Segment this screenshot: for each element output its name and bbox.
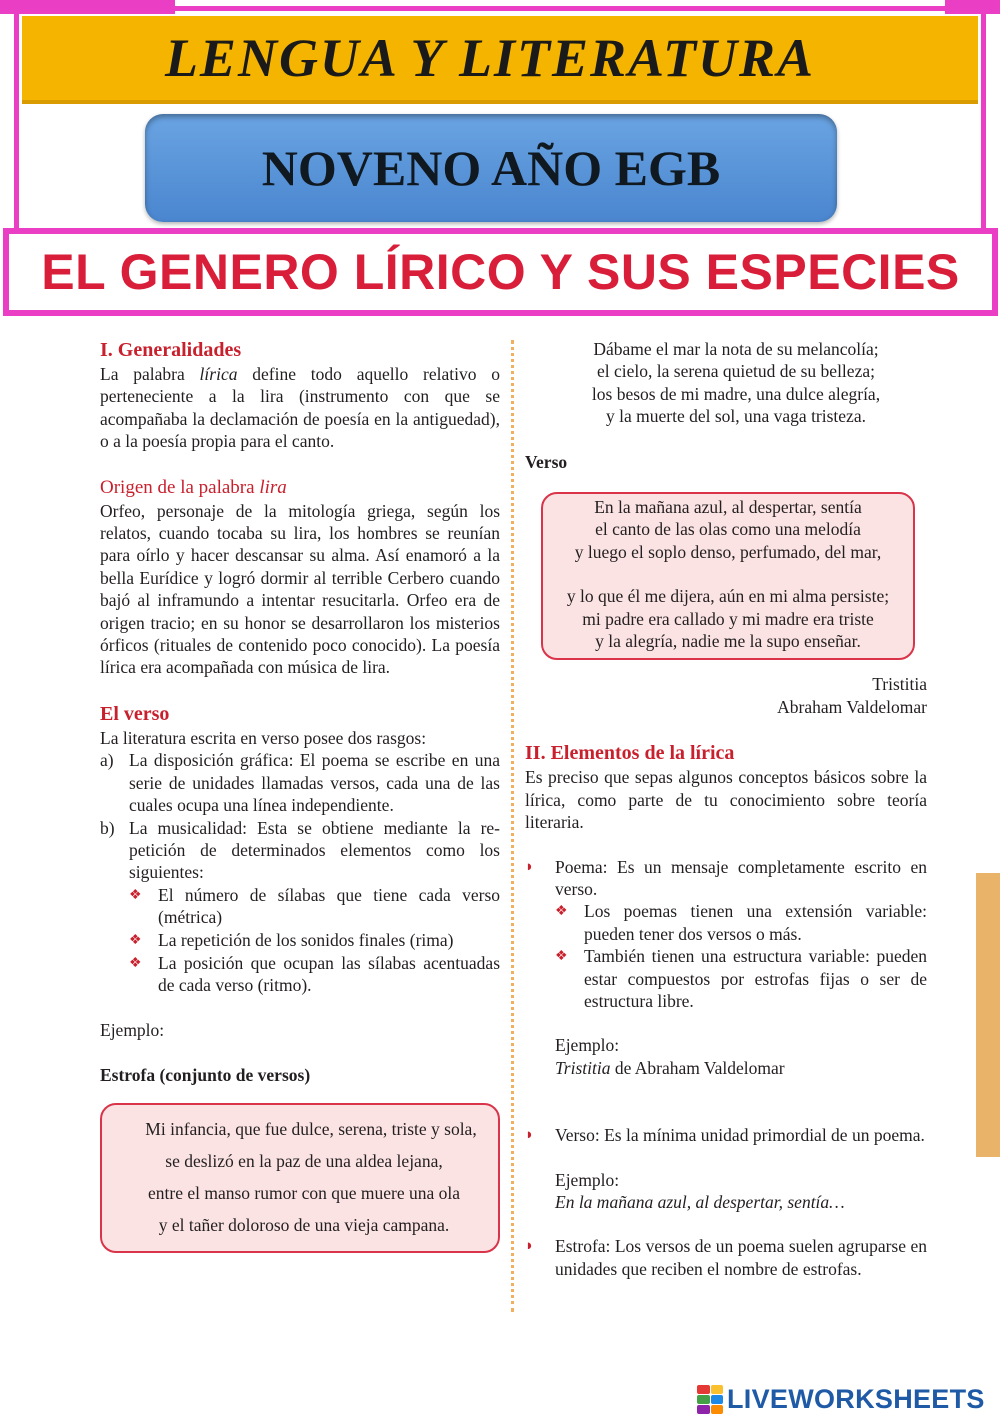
- logo-text: LIVEWORKSHEETS: [727, 1384, 985, 1414]
- example-verso: [525, 1169, 927, 1214]
- sub-bullet: [555, 945, 927, 1012]
- bullet-text: El número de sílabas que tiene cada verso (métrica): [158, 884, 500, 928]
- right-column: [525, 338, 927, 1280]
- list-text: La musicalidad: Esta se obtiene mediante la repetición de determinados elementos como los siguientes:: [129, 817, 500, 883]
- estrofa-label: Estrofa (conjunto de versos): [100, 1065, 311, 1086]
- poema-definition: Poema: Es un mensaje completamente escrito en verso.: [555, 856, 927, 899]
- section-heading-elementos: II. Elementos de la lírica: [525, 742, 735, 765]
- poem-line: los besos de mi madre, una dulce alegría,: [591, 383, 881, 404]
- text: La palabra: [100, 364, 200, 384]
- poem-line: y la alegría, nadie me la supo enseñar.: [595, 631, 861, 652]
- subject-banner: [22, 16, 978, 104]
- grade-banner: [145, 114, 837, 222]
- header-accent-left: [0, 0, 175, 14]
- poem-line: y la muerte del sol, una vaga tristeza.: [606, 406, 866, 427]
- triangle-bullet-icon: ◗: [525, 1127, 535, 1144]
- verso-intro: La literatura escrita en verso posee dos rasgos:: [100, 727, 427, 748]
- section-heading-verso: El verso: [100, 702, 170, 725]
- ejemplo-label: Ejemplo:: [100, 1019, 165, 1040]
- generalidades-paragraph: [100, 363, 500, 453]
- poem-line: y el tañer doloroso de una vieja campana.: [158, 1214, 450, 1235]
- poem-line: se deslizó en la paz de una aldea lejana,: [165, 1150, 443, 1171]
- poem-line: En la mañana azul, al despertar, sentía: [594, 497, 862, 518]
- bullet-text: La repetición de los sonidos finales (rima): [158, 929, 454, 950]
- emphasis-tristitia: Tristitia: [555, 1057, 611, 1078]
- poem-author: Abraham Valdelomar: [777, 696, 927, 717]
- column-divider: [511, 340, 514, 1312]
- list-item: [100, 749, 500, 816]
- poem-line: y luego el soplo denso, perfumado, del mar,: [574, 541, 882, 562]
- poem-line: mi padre era callado y mi madre era triste: [582, 608, 874, 629]
- list-text: La disposición gráfica: El poema se escribe en una serie de unidades llamadas versos, cada una de las cuales ocupa una línea independiente.: [129, 750, 500, 816]
- list-marker: b): [100, 817, 115, 838]
- list-marker: a): [100, 750, 114, 771]
- left-column: [100, 338, 500, 1253]
- logo-cube-icon: [697, 1385, 723, 1415]
- subject-title: LENGUA Y LITERATURA: [164, 28, 816, 88]
- verso-label: Verso: [525, 451, 568, 472]
- poem-line: Dábame el mar la nota de su melancolía;: [593, 339, 879, 359]
- sub-bullet-list: [100, 884, 500, 997]
- elementos-intro: Es preciso que sepas algunos conceptos básicos sobre la lírica, como parte de tu conocimiento sobre teoría literaria.: [525, 767, 927, 833]
- liveworksheets-logo: [697, 1384, 985, 1415]
- page-title-box: [3, 228, 998, 316]
- poem-line: y lo que él me dijera, aún en mi alma persiste;: [566, 586, 890, 607]
- example-text: En la mañana azul, al despertar, sentía…: [555, 1191, 845, 1212]
- ejemplo-label: Ejemplo:: [555, 1169, 620, 1190]
- diamond-bullet-icon: ❖: [555, 904, 568, 920]
- sub-bullet: [555, 900, 927, 945]
- triangle-bullet-icon: ◗: [525, 858, 535, 875]
- emphasis-lira: lira: [259, 476, 287, 498]
- example-text: [555, 1057, 927, 1079]
- estrofa-poem-box: [100, 1103, 500, 1253]
- diamond-bullet-icon: ❖: [129, 932, 142, 948]
- poem-line: el cielo, la serena quietud de su belleza;: [597, 361, 875, 382]
- poem-line: Mi infancia, que fue dulce, serena, triste y sola,: [145, 1118, 477, 1139]
- list-item: [100, 817, 500, 884]
- diamond-bullet-icon: ❖: [129, 955, 142, 971]
- element-item-estrofa: [525, 1235, 927, 1280]
- bullet-text: Los poemas tienen una extensión variable: pueden tener dos versos o más.: [584, 901, 927, 944]
- verso-poem-box: [541, 492, 915, 660]
- bullet-text: La posición que ocupan las sílabas acentuadas de cada verso (ritmo).: [158, 952, 500, 996]
- page-title: EL GENERO LÍRICO Y SUS ESPECIES: [41, 244, 960, 300]
- emphasis-lirica: lírica: [199, 364, 238, 384]
- element-item-poema: [525, 856, 927, 901]
- header-accent-right: [945, 0, 1000, 14]
- poem-line: el canto de las olas como una melodía: [595, 519, 861, 540]
- poem-title: Tristitia: [872, 674, 927, 695]
- triangle-bullet-icon: ◗: [525, 1238, 535, 1255]
- element-item-verso: [525, 1124, 927, 1146]
- estrofa-definition: Estrofa: Los versos de un poema suelen agruparse en unidades que reciben el nombre de estrofas.: [555, 1236, 927, 1279]
- verso-definition: Verso: Es la mínima unidad primordial de un poema.: [555, 1125, 925, 1146]
- poem-top: [525, 338, 927, 428]
- text: Origen de la palabra: [100, 476, 260, 498]
- sub-bullet: [129, 929, 500, 952]
- origin-heading: [100, 476, 500, 500]
- poema-sub-list: [525, 900, 927, 1012]
- grade-title: NOVENO AÑO EGB: [261, 140, 721, 196]
- stanza-gap: [547, 563, 909, 585]
- diamond-bullet-icon: ❖: [129, 887, 142, 903]
- origin-paragraph: Orfeo, personaje de la mitología griega, según los relatos, cuando tocaba su lira, los hombres se reunían para oírlo y hacer descansar su alma. Así enamoró a la bella Eurídice y logró dormir al terrible Cerbero cuando bajó al inframundo a intentar resucitarla. Orfeo era de origen tracio; en su honor se desarrollaron los misterios órficos (rituales de contenido poco conocido). La poesía lírica era acompañada con música de lira.: [100, 500, 500, 678]
- ejemplo-label: Ejemplo:: [555, 1035, 620, 1056]
- text: de Abraham Valdelomar: [610, 1057, 785, 1078]
- example-poema: [525, 1034, 927, 1079]
- section-heading-generalidades: I. Generalidades: [100, 339, 242, 361]
- side-tab: [976, 873, 1000, 1157]
- diamond-bullet-icon: ❖: [555, 949, 568, 965]
- sub-bullet: [129, 952, 500, 997]
- sub-bullet: [129, 884, 500, 929]
- poem-line: entre el manso rumor con que muere una ola: [148, 1182, 460, 1203]
- text: define todo aquello relativo o perteneciente a la lira (instrumento con que se acompañaba la declamación de poesía en la antiguedad), o a la poesía propia para el canto.: [100, 364, 500, 452]
- bullet-text: También tienen una estructura variable: pueden estar compuestos por estrofas fijas o ser de estructura libre.: [584, 946, 927, 1011]
